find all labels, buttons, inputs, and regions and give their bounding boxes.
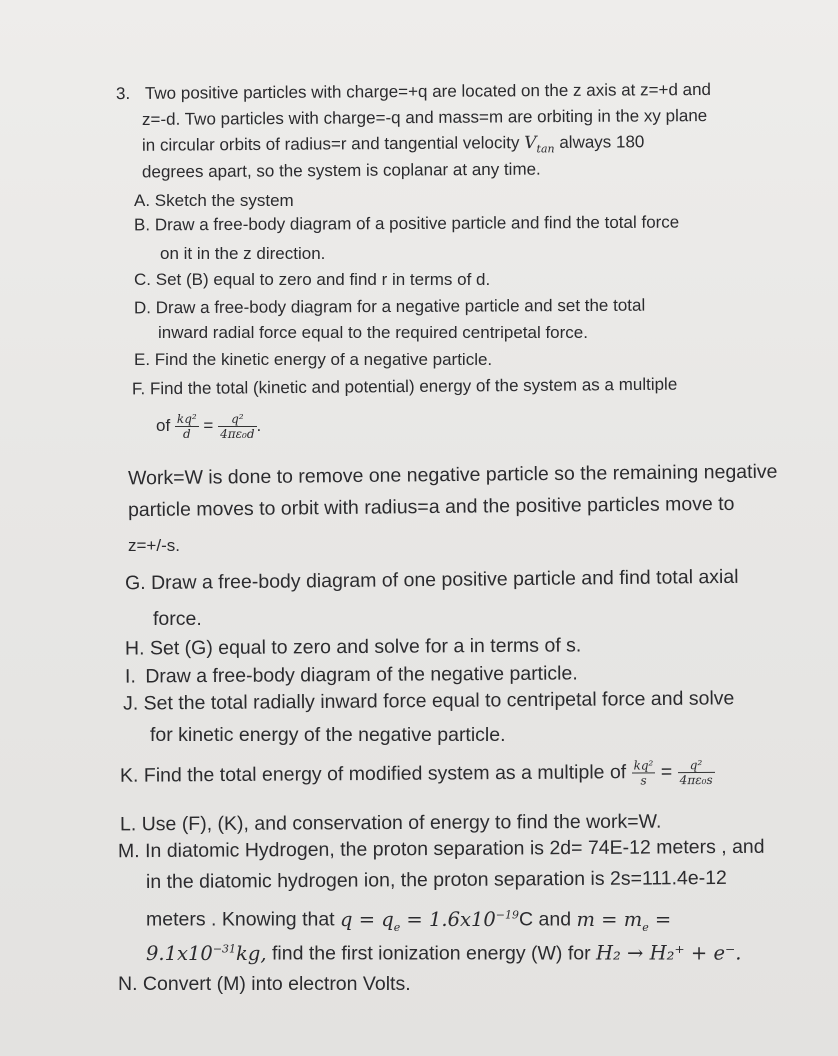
item-h: H. Set (G) equal to zero and solve for a in terms of s. [124,634,582,660]
intro-line-4: degrees apart, so the system is coplanar at any time. [141,159,541,182]
k-fraction-1: $\frac{\text{kq²}}{s}$ [632,758,656,787]
item-n: N. Convert (M) into electron Volts. [118,973,411,995]
f-fraction-1: $\frac{\text{kq²}}{d}$ [176,412,197,441]
item-d-line2: inward radial force equal to the required centripetal force. [158,323,588,342]
item-b-line2: on it in the z direction. [160,244,326,263]
charge-equation: $q = q_e = 1.6x10^{-19}$ [340,907,520,934]
mass-equation: $m = m_e$ = [576,907,672,934]
work-para-line-2: particle moves to orbit with radius=a and the positive particles move to [127,492,735,522]
item-b: B. Draw a free-body diagram of a positive particle and find the total force [133,212,680,235]
work-para-line-3: z=+/-s. [128,536,180,555]
intro-line-2: z=-d. Two particles with charge=-q and mass=m are orbiting in the xy plane [141,106,708,129]
item-e: E. Find the kinetic energy of a negative particle. [134,350,493,369]
item-d: D. Draw a free-body diagram for a negative particle and set the total [133,295,646,318]
problem-number: 3. [115,83,131,104]
item-k: K. Find the total energy of modified system as a multiple of $\frac{\text{kq²}}{s}$ = $\frac{\text{q²}}{\text{4πε₀s}}$ [119,758,713,788]
f-fraction-2: $\frac{\text{q²}}{\text{4πε₀d}}$ [220,412,255,441]
k-fraction-2: $\frac{\text{q²}}{\text{4πε₀s}}$ [678,758,715,787]
item-l: L. Use (F), (K), and conservation of energy to find the work=W. [119,810,662,836]
item-m-line4: $9.1x10^{-31}kg$, find the first ionization energy (W) for H₂ → H₂⁺ + e⁻. [146,941,742,965]
item-m-line2: in the diatomic hydrogen ion, the proton separation is 2s=111.4e-12 [145,866,727,894]
item-g: G. Draw a free-body diagram of one positive particle and find total axial [124,565,739,595]
item-m: M. In diatomic Hydrogen, the proton separation is 2d= 74E-12 meters , and [117,835,765,863]
work-para-line-1: Work=W is done to remove one negative particle so the remaining negative [127,460,778,490]
item-m-line3: meters . Knowing that $q = q_e = 1.6x10^{-19}C$ and $m = m_e$ = [146,907,672,934]
item-g-line2: force. [153,608,202,630]
intro-line-1: 3. Two positive particles with charge=+q are located on the z axis at z=+d and [115,79,712,104]
item-i: I. Draw a free-body diagram of the negative particle. [124,662,578,688]
item-c: C. Set (B) equal to zero and find r in terms of d. [134,270,491,289]
item-j-line2: for kinetic energy of the negative particle. [150,724,506,746]
item-f: F. Find the total (kinetic and potential) energy of the system as a multiple [131,374,678,399]
item-j: J. Set the total radially inward force equal to centripetal force and solve [122,687,735,715]
vtan-symbol: $V_{tan}$ [524,132,555,156]
item-a: A. Sketch the system [134,191,294,210]
intro-line-3: in circular orbits of radius=r and tangential velocity $V_{tan}$ always 180 [141,132,645,156]
mass-value: $9.1x10^{-31}kg$, [146,941,267,965]
item-f-line2: of $\frac{\text{kq²}}{d}$ = $\frac{\text{q²}}{\text{4πε₀d}}$ . [156,412,262,441]
ionization-reaction: H₂ → H₂⁺ + e⁻. [596,941,742,965]
